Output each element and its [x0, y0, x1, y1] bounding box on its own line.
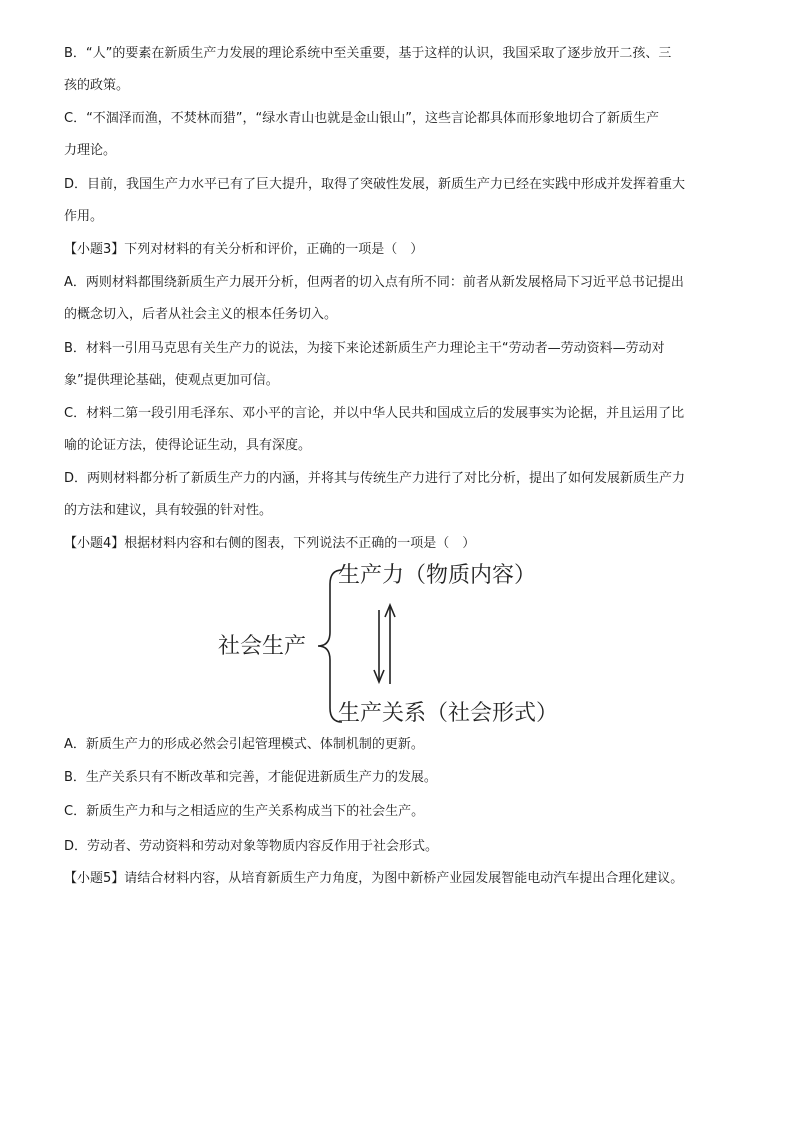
q3-option-a-line-2: 的概念切入，后者从社会主义的根本任务切入。 — [64, 307, 338, 322]
social-production-diagram — [212, 562, 592, 732]
q4-option-d: D．劳动者、劳动资料和劳动对象等物质内容反作用于社会形式。 — [64, 839, 439, 854]
diagram-top-label: 生产力（物质内容） — [338, 563, 537, 588]
brace-icon — [318, 570, 342, 722]
diagram-left-label: 社会生产 — [218, 634, 307, 659]
option-c-line-1: C．“不涸泽而渔，不焚林而猎”，“绿水青山也就是金山银山”，这些言论都具体而形象地切合了新质生产 — [64, 111, 660, 126]
q3-option-a-line-1: A．两则材料都围绕新质生产力展开分析，但两者的切入点有所不同：前者从新发展格局下习近平总书记提出 — [64, 275, 684, 290]
q3-option-d-line-1: D．两则材料都分析了新质生产力的内涵，并将其与传统生产力进行了对比分析，提出了如何发展新质生产力 — [64, 471, 686, 486]
q3-option-d-line-2: 的方法和建议，具有较强的针对性。 — [64, 503, 273, 518]
q4-option-b: B．生产关系只有不断改革和完善，才能促进新质生产力的发展。 — [64, 770, 437, 785]
option-b-line-1: B．“人”的要素在新质生产力发展的理论系统中至关重要，基于这样的认识，我国采取了逐步放开二孩、三 — [64, 46, 672, 61]
q3-option-b-line-2: 象”提供理论基础，使观点更加可信。 — [64, 373, 279, 388]
q3-option-c-line-1: C．材料二第一段引用毛泽东、邓小平的言论，并以中华人民共和国成立后的发展事实为论据，并且运用了比 — [64, 406, 685, 421]
q4-option-a: A．新质生产力的形成必然会引起管理模式、体制机制的更新。 — [64, 737, 424, 752]
q3-option-c-line-2: 喻的论证方法，使得论证生动，具有深度。 — [64, 438, 312, 453]
option-b-line-2: 孩的政策。 — [64, 78, 130, 93]
question-4-stem: 【小题4】根据材料内容和右侧的图表，下列说法不正确的一项是（ ） — [64, 536, 476, 551]
diagram-bottom-label: 生产关系（社会形式） — [338, 701, 559, 726]
option-c-line-2: 力理论。 — [64, 143, 117, 158]
question-5-stem: 【小题5】请结合材料内容，从培育新质生产力角度，为图中新桥产业园发展智能电动汽车提出合理化建议。 — [64, 871, 684, 886]
q3-option-b-line-1: B．材料一引用马克思有关生产力的说法，为接下来论述新质生产力理论主干“劳动者—劳动资料—劳动对 — [64, 341, 665, 356]
option-d-line-1: D．目前，我国生产力水平已有了巨大提升，取得了突破性发展，新质生产力已经在实践中形成并发挥着重大 — [64, 177, 686, 192]
option-d-line-2: 作用。 — [64, 209, 104, 224]
q4-option-c: C．新质生产力和与之相适应的生产关系构成当下的社会生产。 — [64, 804, 425, 819]
question-3-stem: 【小题3】下列对材料的有关分析和评价，正确的一项是（ ） — [64, 242, 424, 257]
